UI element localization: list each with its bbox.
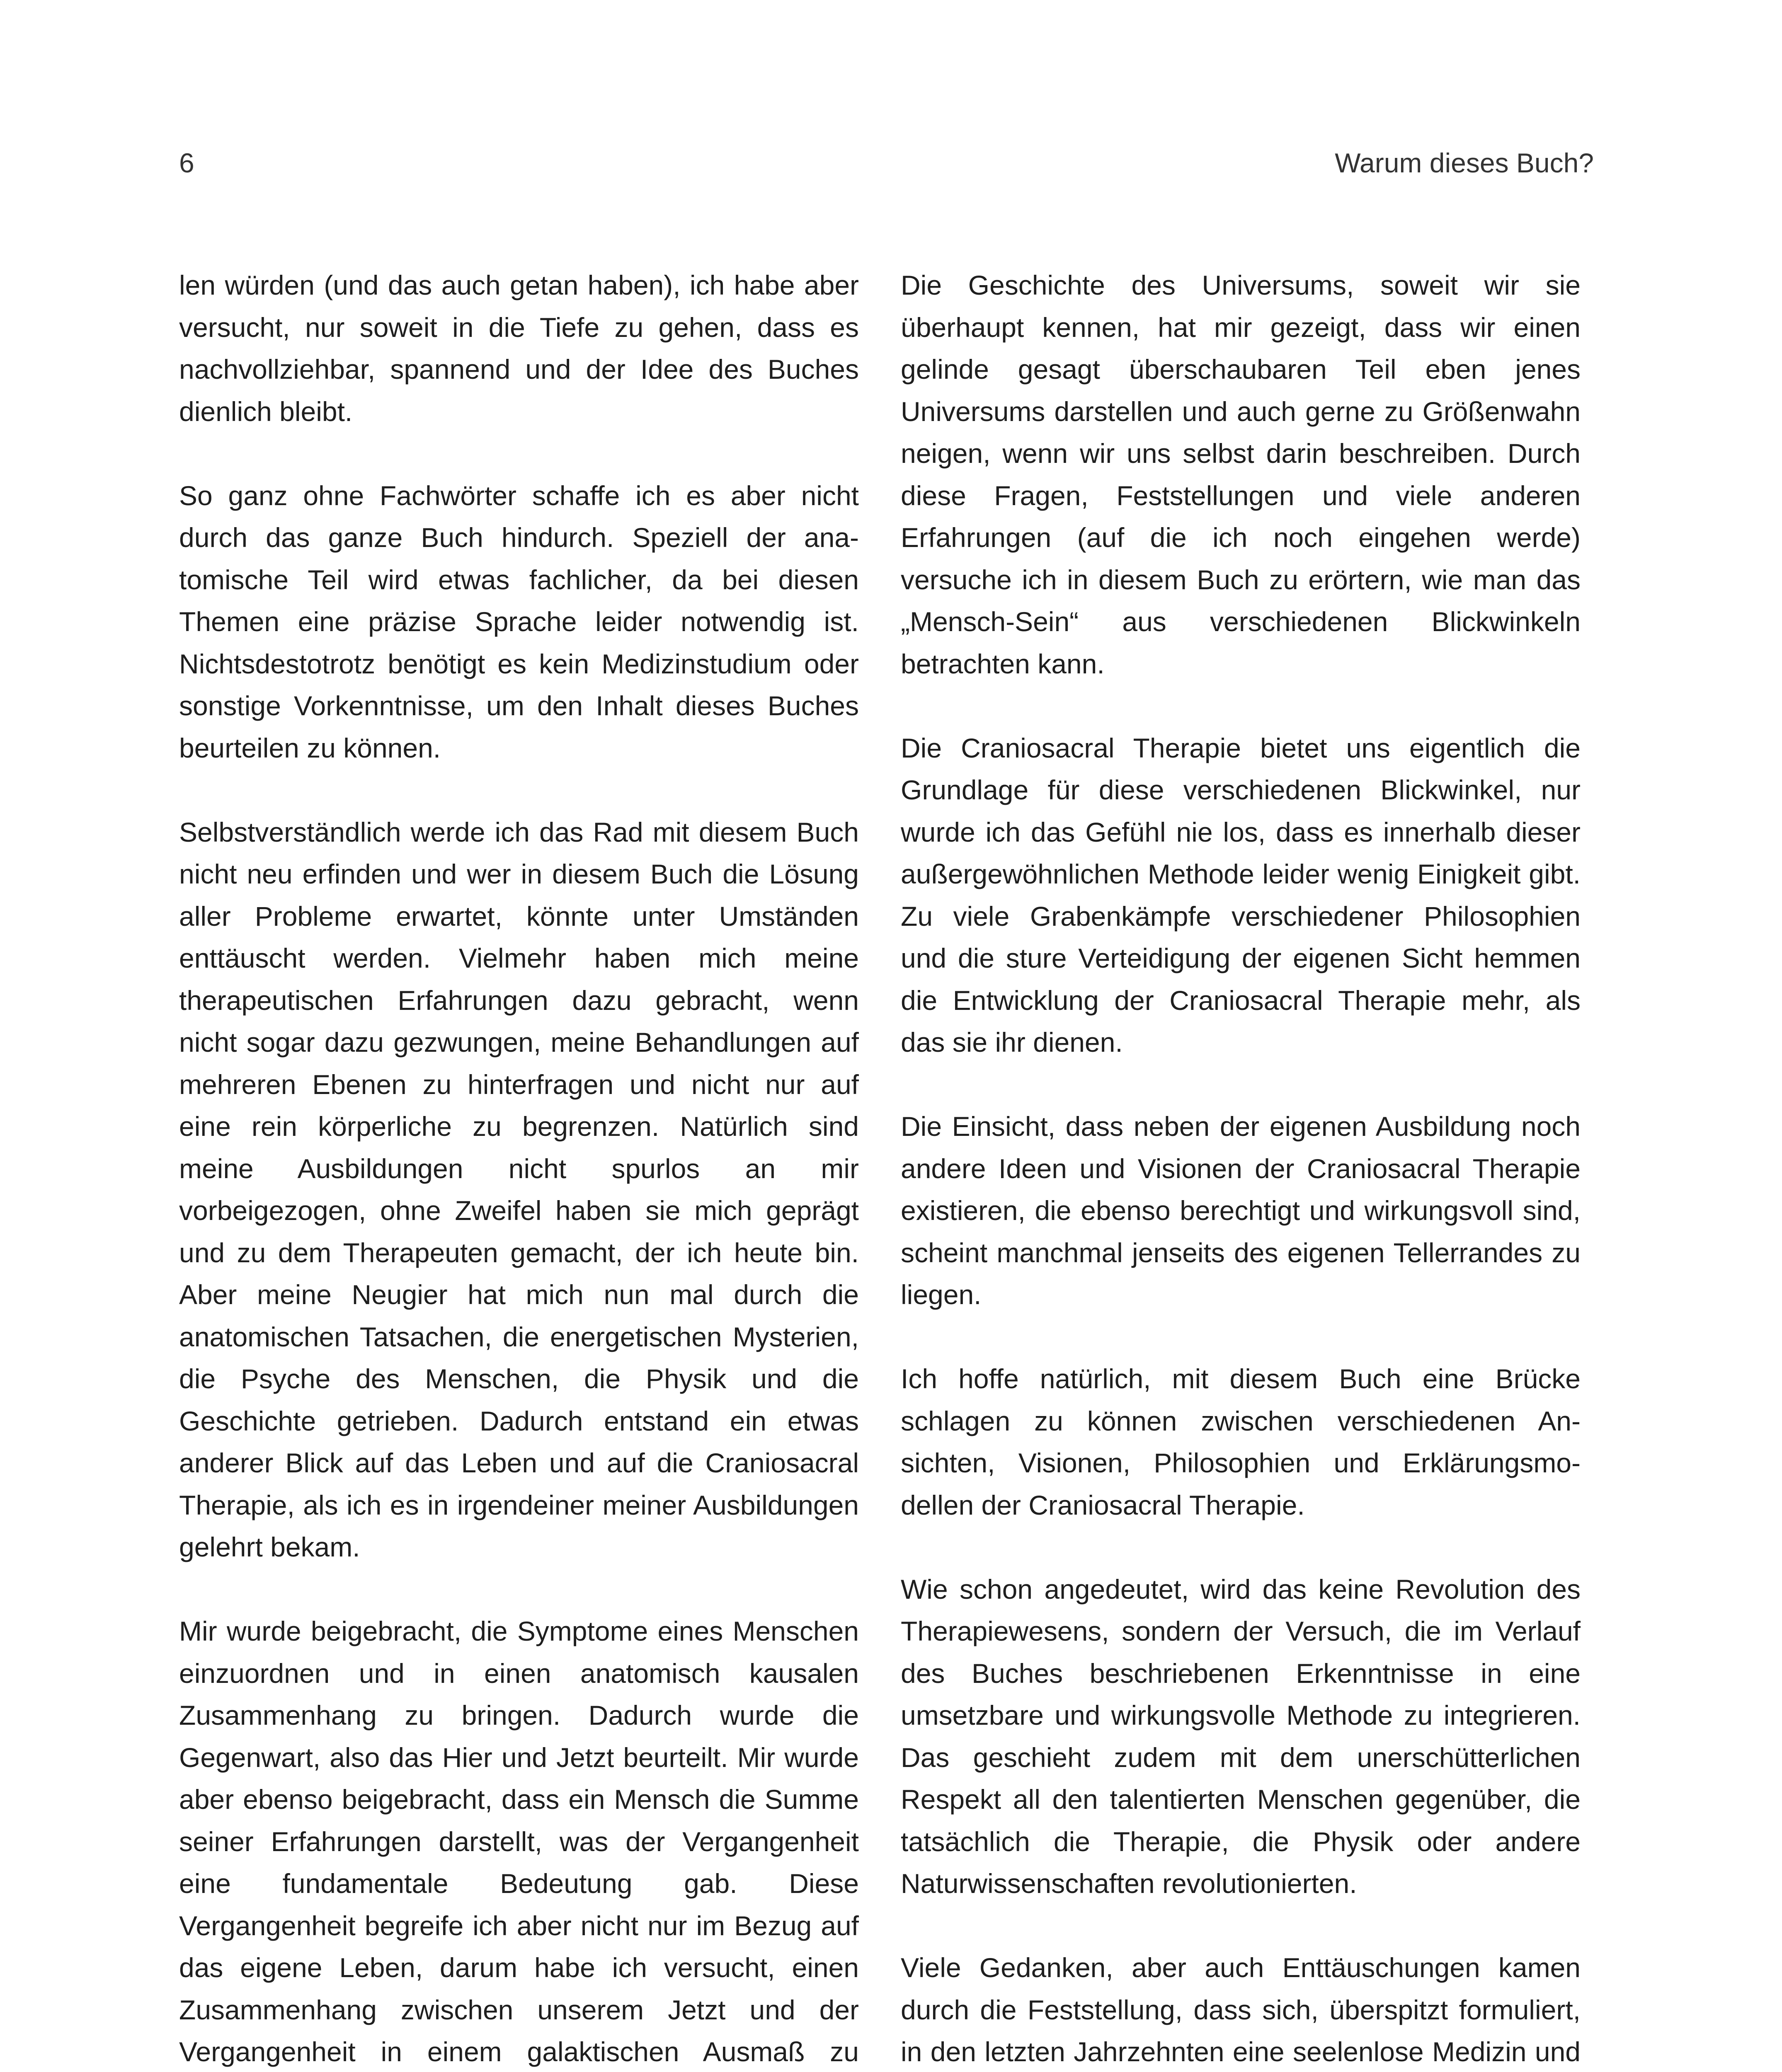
paragraph: Die Einsicht, dass neben der eigenen Ausbildung noch andere Ideen und Visionen der Craniosacral Therapie existieren, die ebenso berechtigt und wirkungsvoll sind, scheint manchmal jenseits des eigenen Tellerrandes zu liegen. [901,1111,1581,1310]
paragraph: len würden (und das auch getan haben), ich habe aber versucht, nur soweit in die Tiefe zu gehen, dass es nachvollziehbar, spannend und der Idee des Buches dienlich bleibt. [179,270,859,427]
running-title: Warum dieses Buch? [1335,148,1594,178]
paragraph: Wie schon angedeutet, wird das keine Revolution des Therapiewesens, sondern der Versuch, die im Verlauf des Buches beschriebenen Erkenntnisse in eine umsetzbare und wirkungsvolle Methode zu integrieren. Das geschieht zudem mit dem unerschütterlichen Respekt all den talentierten Menschen gegenüber, die tatsächlich die Therapie, die Physik oder andere Naturwissenschaften revolutionierten. [901,1573,1581,1899]
paragraph: Ich hoffe natürlich, mit diesem Buch eine Brücke schlagen zu können zwischen verschiedenen Ansichten, Visionen, Philosophien und Erklärungsmodellen der Craniosacral Therapie. [901,1363,1581,1520]
paragraph: Viele Gedanken, aber auch Enttäuschungen kamen durch die Feststellung, dass sich, überspitzt formuliert, in den letzten Jahrzehnten eine seelenlose Medizin und [901,1952,1581,2067]
paragraph: Die Geschichte des Universums, soweit wir sie überhaupt kennen, hat mir gezeigt, dass wir einen gelinde gesagt überschaubaren Teil eben jenes Universums darstellen und auch gerne zu Größenwahn neigen, wenn wir uns selbst darin beschreiben. Durch diese Fragen, Feststellungen und viele anderen Erfahrungen (auf die ich noch eingehen werde) versuche ich in diesem Buch zu erörtern, wie man das „Mensch-Sein“ aus verschiedenen Blickwinkeln betrachten kann. [901,270,1581,679]
paragraph: So ganz ohne Fachwörter schaffe ich es aber nicht durch das ganze Buch hindurch. Speziell der anatomische Teil wird etwas fachlicher, da bei diesen Themen eine präzise Sprache leider notwendig ist. Nichtsdestotrotz benötigt es kein Medizinstudium oder sonstige Vorkenntnisse, um den Inhalt dieses Buches beurteilen zu können. [179,480,859,763]
page-header [179,140,1594,186]
paragraph: Mir wurde beigebracht, die Symptome eines Menschen einzuordnen und in einen anatomisch kausalen Zusammenhang zu bringen. Dadurch wurde die Gegenwart, also das Hier und Jetzt beurteilt. Mir wurde aber ebenso beigebracht, dass ein Mensch die Summe seiner Erfahrungen darstellt, was der Vergangenheit eine fundamentale Bedeutung gab. Diese Vergangenheit begreife ich aber nicht nur im Bezug auf das eigene Leben, darum habe ich versucht, einen Zusammenhang zwischen unserem Jetzt und der Vergangenheit in einem galaktischen Ausmaß zu [179,1616,859,2067]
left-text-column [179,264,859,2072]
paragraph: Selbstverständlich werde ich das Rad mit diesem Buch nicht neu erfinden und wer in diesem Buch die Lösung aller Probleme erwartet, könnte unter Umständen enttäuscht werden. Vielmehr haben mich meine therapeutischen Erfahrungen dazu gebracht, wenn nicht sogar dazu gezwungen, meine Behandlungen auf mehreren Ebenen zu hinterfragen und nicht nur auf eine rein körperliche zu begrenzen. Natürlich sind meine Ausbildungen nicht spurlos an mir vorbeigezogen, ohne Zweifel haben sie mich geprägt und zu dem Therapeuten gemacht, der ich heute bin. Aber meine Neugier hat mich nun mal durch die anatomischen Tatsachen, die energetischen Mysterien, die Psyche des Menschen, die Physik und die Geschichte getrieben. Dadurch entstand ein etwas anderer Blick auf das Leben und auf die Craniosacral Therapie, als ich es in irgendeiner meiner Ausbildungen gelehrt bekam. [179,816,859,1562]
paragraph: Die Craniosacral Therapie bietet uns eigentlich die Grundlage für diese verschiedenen Blickwinkel, nur wurde ich das Gefühl nie los, dass es innerhalb dieser außergewöhnlichen Methode leider wenig Einigkeit gibt. Zu viele Grabenkämpfe verschiedener Philosophien und die sture Verteidigung der eigenen Sicht hemmen die Entwicklung der Craniosacral Therapie mehr, als das sie ihr dienen. [901,732,1581,1058]
page-number: 6 [179,148,194,178]
right-text-column [901,264,1581,2072]
